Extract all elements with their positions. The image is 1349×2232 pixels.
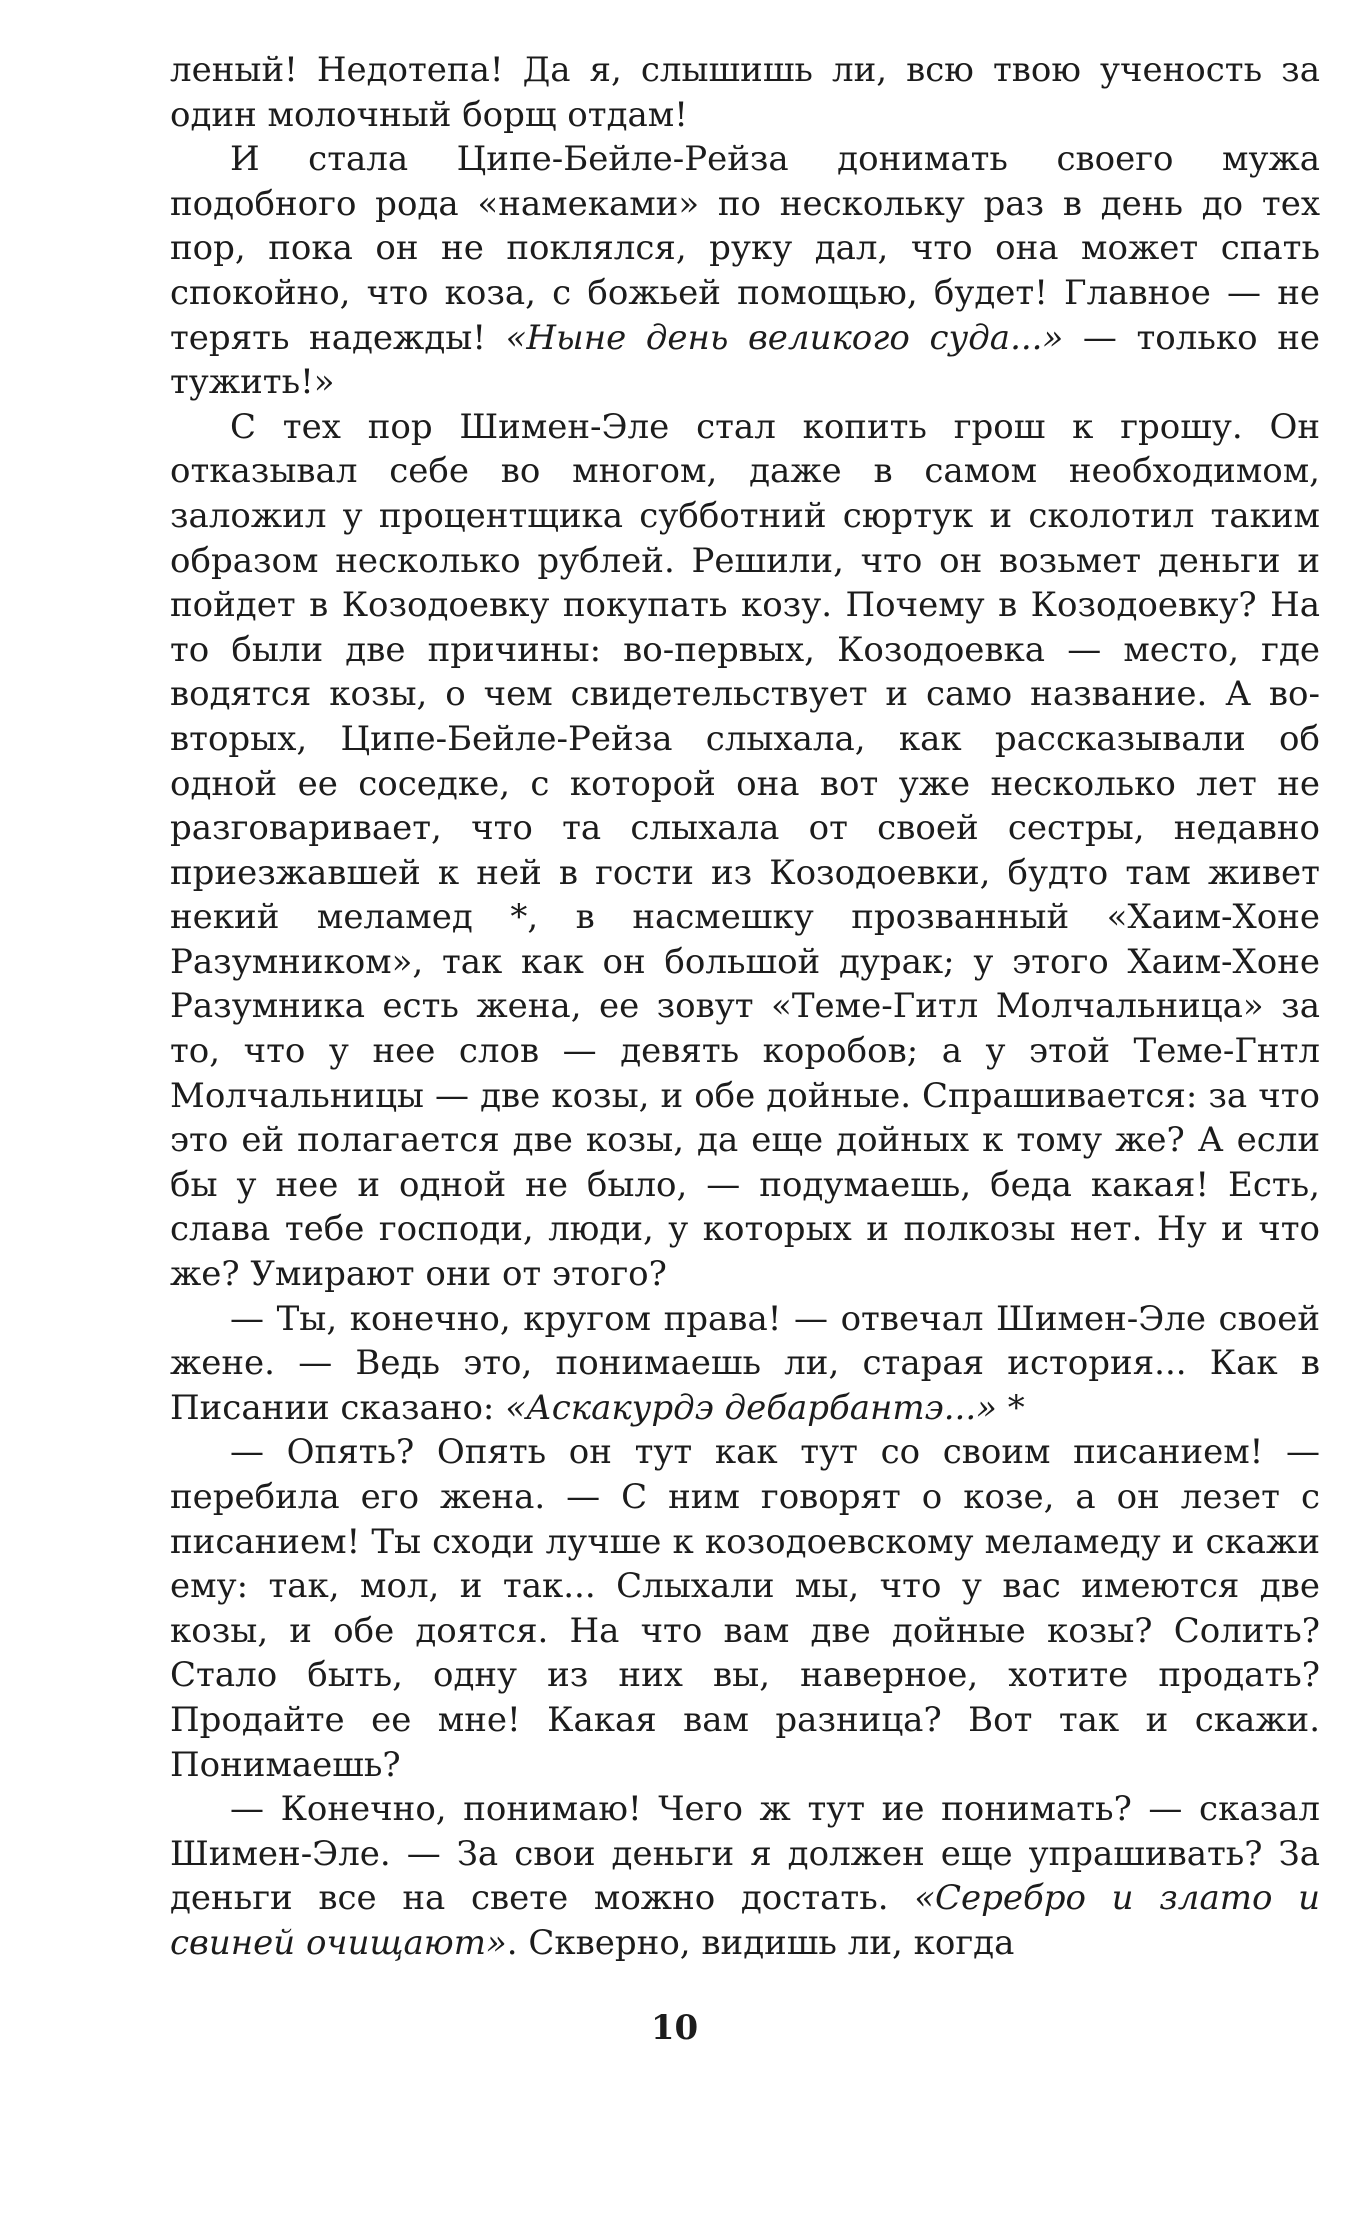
italic-quote: «Аскакурдэ дебарбантэ...» — [505, 1387, 997, 1428]
text-run: С тех пор Шимен-Эле стал копить грош к грошу. Он отказывал себе во многом, даже в самом необходимом, заложил у процентщика субботний сюртук и сколотил таким образом несколько рублей. Решили, что он возьмет деньги и пойдет в Козодоевку покупать козу. Почему в Козодоевку? На то были две причины: во-первых, Козодоевка — место, где водятся козы, о чем свидетельствует и само название. А во-вторых, Ципе-Бейле-Рейза слыхала, как рассказывали об одной ее соседке, с которой она вот уже несколько лет не разговаривает, что та слыхала от своей сестры, недавно приезжавшей к ней в гости из Козодоевки, будто там живет некий меламед *, в насмешку прозванный «Хаим-Хоне Разумником», так как он большой дурак; у этого Хаим-Хоне Разумника есть жена, ее зовут «Теме-Гитл Молчальница» за то, что у нее слов — девять коробов; а у этой Теме-Гнтл Молчальницы — две козы, и обе дойные. Спрашивается: за что это ей полагается две козы, да еще дойных к тому же? А если бы у нее и одной не было, — подумаешь, беда какая! Есть, слава тебе господи, люди, у которых и полкозы нет. Ну и что же? Умирают они от этого? — [170, 406, 1320, 1295]
page-number: 10 — [650, 2008, 699, 2048]
text-run: И стала Ципе-Бейле-Рейза донимать своего мужа подобного рода «намеками» по нескольку раз в день до тех пор, пока он не поклялся, руку дал, что она может спать спокойно, что коза, с божьей помощью, будет! Главное — не терять надежды! — [170, 139, 1320, 358]
text-run: — Опять? Опять он тут как тут со своим писанием! — перебила его жена. — С ним говорят о козе, а он лезет с писанием! Ты сходи лучше к козодоевскому меламеду и скажи ему: так, мол, и так... Слыхали мы, что у вас имеются две козы, и обе доятся. На что вам две дойные козы? Солить? Стало быть, одну из них вы, наверное, хотите продать? Продайте ее мне! Какая вам разница? Вот так и скажи. Понимаешь? — [170, 1432, 1320, 1785]
text-run: * — [996, 1387, 1025, 1428]
paragraph — [170, 1297, 1320, 1431]
text-run: . Скверно, видишь ли, когда — [506, 1922, 1015, 1963]
italic-quote: «Серебро и злато и свиней очищают» — [170, 1878, 1321, 1963]
paragraph — [170, 137, 1320, 405]
paragraph — [170, 405, 1320, 1297]
paragraph — [170, 1430, 1320, 1787]
paragraph — [170, 1787, 1320, 1965]
paragraph — [170, 48, 1320, 137]
text-run: леный! Недотепа! Да я, слышишь ли, всю твою ученость за один молочный борщ отдам! — [170, 50, 1320, 135]
text-run: — Конечно, понимаю! Чего ж тут ие понимать? — сказал Шимен-Эле. — За свои деньги я должен еще упрашивать? За деньги все на свете можно достать. — [170, 1789, 1320, 1919]
page-body — [170, 48, 1320, 1966]
italic-quote: «Ныне день великого суда...» — [505, 317, 1064, 358]
text-run: — Ты, конечно, кругом права! — отвечал Шимен-Эле своей жене. — Ведь это, понимаешь ли, старая история... Как в Писании сказано: — [170, 1298, 1320, 1428]
text-run: — только не тужить!» — [170, 317, 1320, 403]
